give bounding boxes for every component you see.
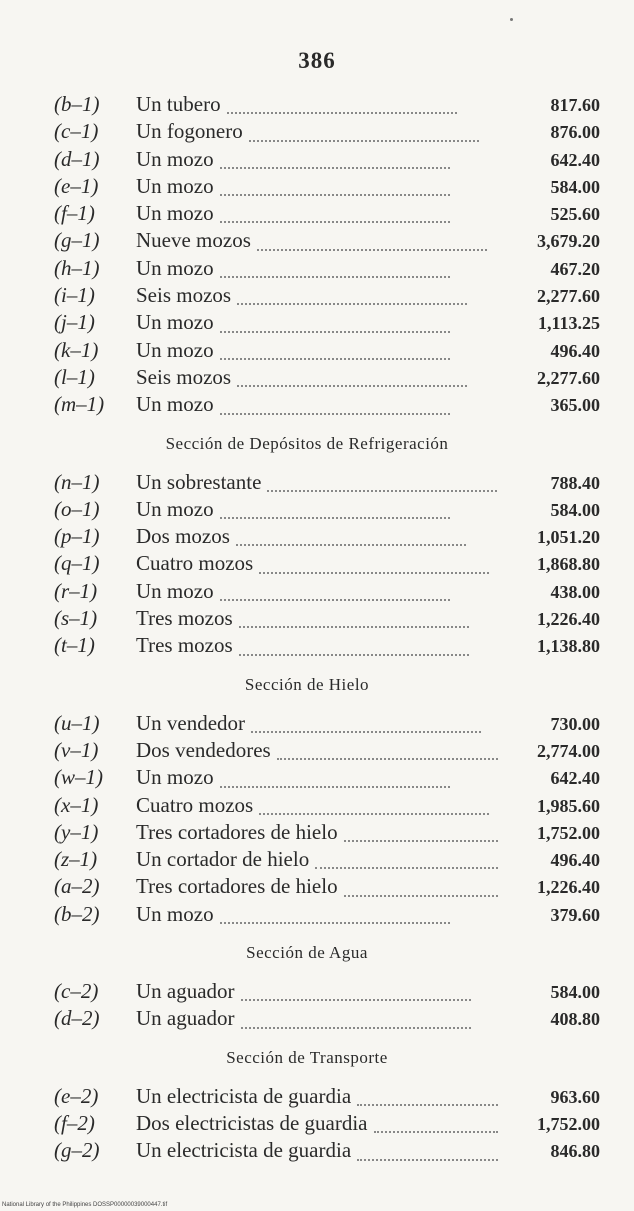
entry-code: (k–1) bbox=[54, 337, 99, 362]
ledger-row bbox=[54, 579, 600, 606]
dot-leader bbox=[277, 758, 498, 760]
entry-code: (f–1) bbox=[54, 201, 95, 226]
entry-description: Un mozo bbox=[136, 201, 214, 226]
entry-code: (d–2) bbox=[54, 1006, 100, 1031]
ledger-row bbox=[54, 820, 600, 847]
dot-leader bbox=[357, 1159, 498, 1161]
entry-amount: 584.00 bbox=[550, 499, 600, 520]
entry-amount: 525.60 bbox=[550, 204, 600, 225]
dot-leader bbox=[220, 331, 450, 333]
entry-description: Tres cortadores de hielo bbox=[136, 874, 338, 899]
entry-description: Dos vendedores bbox=[136, 737, 271, 762]
entry-amount: 1,752.00 bbox=[537, 1113, 600, 1134]
dot-leader bbox=[267, 490, 497, 492]
entry-code: (q–1) bbox=[54, 551, 100, 576]
ledger-row bbox=[54, 283, 600, 310]
entry-code: (s–1) bbox=[54, 606, 98, 631]
entry-code: (b–1) bbox=[54, 92, 100, 116]
entry-amount: 1,985.60 bbox=[537, 795, 600, 816]
ledger-row bbox=[54, 793, 600, 820]
ledger-row bbox=[54, 1084, 600, 1111]
entry-code: (u–1) bbox=[54, 710, 100, 735]
dot-leader bbox=[220, 786, 450, 788]
ledger-row bbox=[54, 174, 600, 201]
entry-description: Un mozo bbox=[136, 901, 214, 926]
entry-code: (m–1) bbox=[54, 392, 105, 417]
ledger-row bbox=[54, 338, 600, 365]
dot-leader bbox=[227, 112, 457, 114]
entry-description: Un mozo bbox=[136, 146, 214, 171]
ledger-row bbox=[54, 147, 600, 174]
entry-code: (w–1) bbox=[54, 765, 103, 790]
entry-amount: 438.00 bbox=[550, 581, 600, 602]
entry-amount: 1,051.20 bbox=[537, 527, 600, 548]
dot-leader bbox=[220, 276, 450, 278]
entry-amount: 408.80 bbox=[550, 1009, 600, 1030]
entry-code: (n–1) bbox=[54, 469, 100, 494]
ledger-row bbox=[54, 497, 600, 524]
ledger-row bbox=[54, 551, 600, 578]
entry-description: Un fogonero bbox=[136, 119, 243, 144]
entry-amount: 846.80 bbox=[550, 1141, 600, 1162]
dot-leader bbox=[237, 303, 467, 305]
dot-leader bbox=[374, 1131, 499, 1133]
ledger-row bbox=[54, 633, 600, 660]
entry-amount: 365.00 bbox=[550, 395, 600, 416]
scan-footer: National Library of the Philippines DOSSP00000039000447.tif bbox=[2, 1202, 168, 1208]
entry-amount: 1,226.40 bbox=[537, 609, 600, 630]
entry-amount: 1,113.25 bbox=[537, 313, 600, 334]
entry-amount: 3,679.20 bbox=[537, 231, 600, 252]
entry-amount: 1,868.80 bbox=[537, 554, 600, 575]
ledger-row bbox=[54, 1111, 600, 1138]
entry-amount: 584.00 bbox=[550, 176, 600, 197]
section-header: Sección de Transporte bbox=[226, 1047, 388, 1067]
page-number: 386 bbox=[298, 48, 336, 73]
ledger-row bbox=[54, 847, 600, 874]
entry-code: (o–1) bbox=[54, 496, 100, 521]
entry-amount: 496.40 bbox=[550, 340, 600, 361]
entry-code: (y–1) bbox=[54, 819, 99, 844]
dot-leader bbox=[249, 140, 479, 142]
dot-leader bbox=[220, 358, 450, 360]
section-header: Sección de Agua bbox=[246, 943, 368, 963]
entry-code: (l–1) bbox=[54, 364, 95, 389]
entry-description: Un aguador bbox=[136, 1006, 235, 1031]
entry-amount: 788.40 bbox=[550, 472, 600, 493]
dot-leader bbox=[344, 840, 498, 842]
dot-leader bbox=[241, 999, 471, 1001]
entry-amount: 1,138.80 bbox=[537, 636, 600, 657]
dot-leader bbox=[236, 544, 466, 546]
ledger-row bbox=[54, 902, 600, 929]
entry-amount: 1,752.00 bbox=[537, 822, 600, 843]
entry-description: Dos mozos bbox=[136, 524, 230, 549]
ledger-row bbox=[54, 1006, 600, 1033]
entry-code: (b–2) bbox=[54, 901, 100, 926]
dot-leader bbox=[220, 517, 450, 519]
entry-amount: 2,277.60 bbox=[537, 367, 600, 388]
entry-amount: 496.40 bbox=[550, 850, 600, 871]
ledger-row bbox=[54, 606, 600, 633]
entry-amount: 817.60 bbox=[550, 95, 600, 115]
entry-code: (a–2) bbox=[54, 874, 100, 899]
entry-code: (h–1) bbox=[54, 255, 100, 280]
entry-code: (v–1) bbox=[54, 737, 99, 762]
dot-leader bbox=[220, 167, 450, 169]
entry-code: (g–1) bbox=[54, 228, 100, 253]
entry-description: Cuatro mozos bbox=[136, 792, 254, 817]
entry-description: Un vendedor bbox=[136, 710, 246, 735]
entry-description: Un electricista de guardia bbox=[136, 1083, 352, 1108]
dot-leader bbox=[220, 599, 450, 601]
entry-code: (e–2) bbox=[54, 1083, 99, 1108]
ledger bbox=[54, 92, 600, 1166]
entry-code: (t–1) bbox=[54, 633, 95, 658]
entry-description: Un mozo bbox=[136, 310, 214, 335]
dot-leader bbox=[220, 221, 450, 223]
entry-code: (z–1) bbox=[54, 847, 98, 872]
dot-leader bbox=[259, 572, 489, 574]
entry-code: (g–2) bbox=[54, 1138, 100, 1163]
ledger-row bbox=[54, 92, 600, 119]
section-header: Sección de Hielo bbox=[244, 674, 370, 694]
entry-description: Un mozo bbox=[136, 765, 214, 790]
entry-amount: 2,277.60 bbox=[537, 286, 600, 307]
entry-description: Cuatro mozos bbox=[136, 551, 254, 576]
entry-description: Un mozo bbox=[136, 255, 214, 280]
entry-code: (e–1) bbox=[54, 173, 99, 198]
entry-amount: 730.00 bbox=[550, 713, 600, 734]
dot-leader bbox=[251, 731, 481, 733]
entry-description: Un cortador de hielo bbox=[136, 847, 310, 872]
entry-amount: 642.40 bbox=[550, 149, 600, 170]
entry-code: (r–1) bbox=[54, 578, 98, 603]
entry-amount: 467.20 bbox=[550, 258, 600, 279]
entry-amount: 963.60 bbox=[550, 1086, 600, 1107]
entry-description: Tres mozos bbox=[136, 633, 233, 658]
ledger-row bbox=[54, 228, 600, 255]
entry-amount: 379.60 bbox=[550, 904, 600, 925]
ledger-row bbox=[54, 365, 600, 392]
entry-amount: 876.00 bbox=[550, 122, 600, 143]
entry-description: Seis mozos bbox=[136, 283, 232, 308]
entry-description: Un mozo bbox=[136, 337, 214, 362]
dot-leader bbox=[220, 194, 450, 196]
dot-leader bbox=[315, 867, 498, 869]
entry-description: Un tubero bbox=[136, 92, 221, 116]
ledger-row bbox=[54, 119, 600, 146]
entry-description: Seis mozos bbox=[136, 364, 232, 389]
ledger-row bbox=[54, 470, 600, 497]
dot-leader bbox=[257, 249, 487, 251]
entry-code: (f–2) bbox=[54, 1110, 95, 1135]
entry-description: Un mozo bbox=[136, 392, 214, 417]
dot-leader bbox=[357, 1104, 498, 1106]
entry-amount: 2,774.00 bbox=[537, 740, 600, 761]
scan-speck bbox=[510, 18, 513, 21]
dot-leader bbox=[237, 385, 467, 387]
ledger-row bbox=[54, 524, 600, 551]
entry-code: (c–1) bbox=[54, 119, 99, 144]
entry-amount: 584.00 bbox=[550, 982, 600, 1003]
section-header: Sección de Depósitos de Refrigeración bbox=[165, 433, 449, 453]
dot-leader bbox=[344, 895, 498, 897]
entry-amount: 642.40 bbox=[550, 768, 600, 789]
entry-description: Un aguador bbox=[136, 979, 235, 1004]
entry-description: Dos electricistas de guardia bbox=[136, 1110, 368, 1135]
dot-leader bbox=[259, 813, 489, 815]
entry-code: (j–1) bbox=[54, 310, 95, 335]
entry-code: (c–2) bbox=[54, 979, 99, 1004]
dot-leader bbox=[220, 922, 450, 924]
entry-code: (p–1) bbox=[54, 524, 100, 549]
ledger-row bbox=[54, 392, 600, 419]
entry-description: Un electricista de guardia bbox=[136, 1138, 352, 1163]
entry-description: Un mozo bbox=[136, 496, 214, 521]
entry-description: Tres cortadores de hielo bbox=[136, 819, 338, 844]
ledger-row bbox=[54, 874, 600, 901]
entry-description: Tres mozos bbox=[136, 606, 233, 631]
ledger-row bbox=[54, 711, 600, 738]
entry-code: (i–1) bbox=[54, 283, 95, 308]
entry-description: Un sobrestante bbox=[136, 469, 262, 494]
ledger-row bbox=[54, 201, 600, 228]
dot-leader bbox=[239, 654, 469, 656]
ledger-row bbox=[54, 256, 600, 283]
ledger-row bbox=[54, 979, 600, 1006]
entry-description: Un mozo bbox=[136, 578, 214, 603]
ledger-row bbox=[54, 310, 600, 337]
entry-description: Un mozo bbox=[136, 173, 214, 198]
ledger-row bbox=[54, 738, 600, 765]
ledger-row bbox=[54, 1138, 600, 1165]
entry-code: (d–1) bbox=[54, 146, 100, 171]
entry-code: (x–1) bbox=[54, 792, 99, 817]
entry-description: Nueve mozos bbox=[136, 228, 251, 253]
ledger-row bbox=[54, 765, 600, 792]
dot-leader bbox=[220, 413, 450, 415]
dot-leader bbox=[241, 1027, 471, 1029]
dot-leader bbox=[239, 626, 469, 628]
entry-amount: 1,226.40 bbox=[537, 877, 600, 898]
